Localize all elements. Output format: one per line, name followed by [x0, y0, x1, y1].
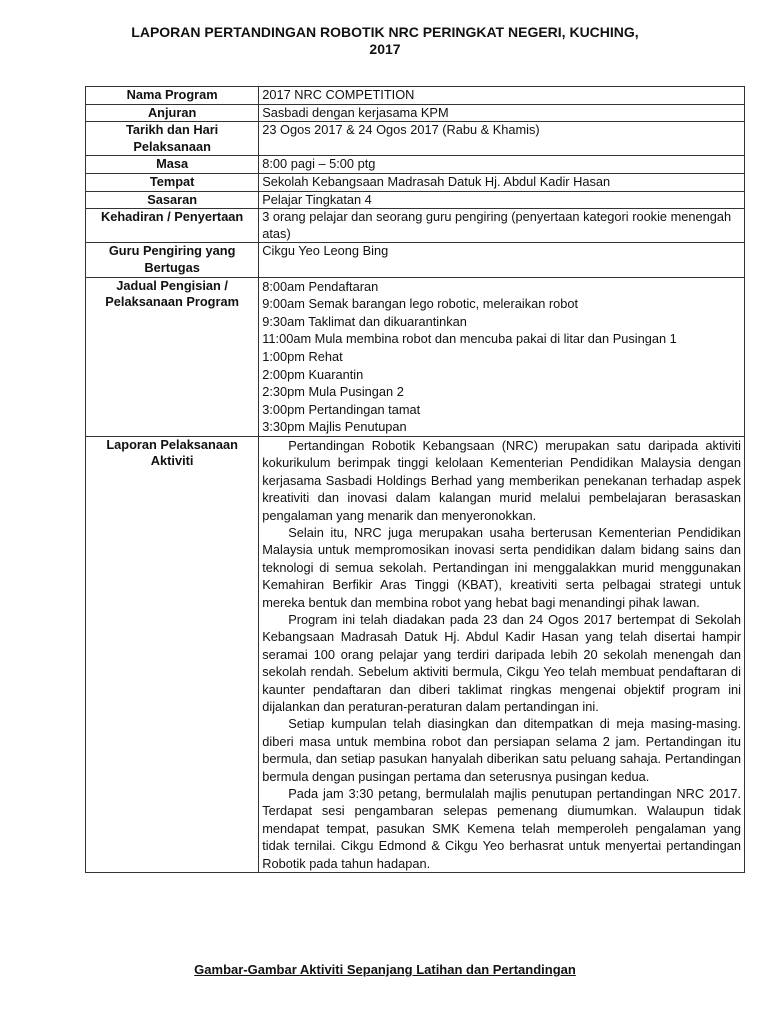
photos-heading: Gambar-Gambar Aktiviti Sepanjang Latihan dan Pertandingan	[194, 962, 576, 977]
row-label: Masa	[86, 156, 259, 174]
row-label: Nama Program	[86, 87, 259, 105]
document-title-line-1: LAPORAN PERTANDINGAN ROBOTIK NRC PERINGKAT NEGERI, KUCHING,	[131, 24, 639, 40]
document-title-line-2: 2017	[369, 41, 401, 57]
report-label: Laporan Pelaksanaan Aktiviti	[86, 436, 259, 872]
schedule-row	[86, 277, 745, 436]
row-label: Kehadiran / Penyertaan	[86, 209, 259, 243]
table-row	[86, 122, 745, 156]
row-value: Pelajar Tingkatan 4	[259, 191, 745, 209]
schedule-item: 9:30am Taklimat dan dikuarantinkan	[262, 313, 467, 329]
row-value: 2017 NRC COMPETITION	[259, 87, 745, 105]
schedule-item: 9:00am Semak barangan lego robotic, meleraikan robot	[262, 296, 579, 312]
report-table	[85, 86, 745, 873]
report-paragraph: Selain itu, NRC juga merupakan usaha berterusan Kementerian Pendidikan Malaysia untuk mempromosikan inovasi serta pendidikan dalam bidang sains dan teknologi di semua sekolah. Pertandingan ini menggalakkan murid menggunakan Kemahiran Berfikir Aras Tinggi (KBAT), kreativiti serta pelbagai strategi untuk mereka bentuk dan membina robot yang hebat bagi menandingi pihak lawan.	[262, 524, 741, 610]
report-paragraph: Pertandingan Robotik Kebangsaan (NRC) merupakan satu daripada aktiviti kokurikulum berimpak tinggi kelolaan Kementerian Pendidikan Malaysia dengan kerjasama Sasbadi Holdings Berhad yang memberikan penekanan terhadap aspek kreativiti dan inovasi dalam kalangan murid melalui pembelajaran berasaskan pengalaman yang menarik dan menyeronokkan.	[262, 437, 741, 523]
schedule-item: 2:30pm Mula Pusingan 2	[262, 384, 404, 400]
row-value: Cikgu Yeo Leong Bing	[259, 243, 745, 277]
schedule-list	[259, 277, 745, 436]
row-value: Sekolah Kebangsaan Madrasah Datuk Hj. Abdul Kadir Hasan	[259, 173, 745, 191]
report-paragraph: Pada jam 3:30 petang, bermulalah majlis penutupan pertandingan NRC 2017. Terdapat sesi pengambaran selepas pemenang diumumkan. Walaupun tidak mendapat tempat, pasukan SMK Kemena telah memperoleh pengalaman yang tidak ternilai. Cikgu Edmond & Cikgu Yeo berhasrat untuk menyertai pertandingan Robotik pada tahun hadapan.	[262, 786, 741, 871]
report-paragraph: Setiap kumpulan telah diasingkan dan ditempatkan di meja masing-masing. diberi masa untuk membina robot dan persiapan selama 2 jam. Pertandingan itu bermula, dan setiap pasukan hanyalah diberikan satu peluang sahaja. Pertandingan bermula dengan pusingan pertama dan seterusnya pusingan kedua.	[262, 716, 741, 784]
schedule-item: 3:30pm Majlis Penutupan	[262, 419, 407, 435]
row-value: 23 Ogos 2017 & 24 Ogos 2017 (Rabu & Khamis)	[259, 122, 745, 156]
schedule-item: 8:00am Pendaftaran	[262, 278, 379, 294]
schedule-item: 11:00am Mula membina robot dan mencuba pakai di litar dan Pusingan 1	[262, 331, 677, 347]
schedule-item: 2:00pm Kuarantin	[262, 366, 364, 382]
row-value: 3 orang pelajar dan seorang guru pengiring (penyertaan kategori rookie menengah atas)	[259, 209, 745, 243]
row-value: Sasbadi dengan kerjasama KPM	[259, 104, 745, 122]
schedule-item: 3:00pm Pertandingan tamat	[262, 401, 421, 417]
schedule-label: Jadual Pengisian / Pelaksanaan Program	[86, 277, 259, 436]
row-label: Anjuran	[86, 104, 259, 122]
report-row	[86, 436, 745, 872]
report-body	[259, 436, 745, 872]
row-label: Sasaran	[86, 191, 259, 209]
row-label: Guru Pengiring yang Bertugas	[86, 243, 259, 277]
table-row	[86, 191, 745, 209]
row-label: Tarikh dan Hari Pelaksanaan	[86, 122, 259, 156]
table-row	[86, 243, 745, 277]
table-row	[86, 156, 745, 174]
table-row	[86, 173, 745, 191]
schedule-item: 1:00pm Rehat	[262, 348, 343, 364]
report-paragraph: Program ini telah diadakan pada 23 dan 24 Ogos 2017 bertempat di Sekolah Kebangsaan Madrasah Datuk Hj. Abdul Kadir Hasan yang telah disertai hampir seramai 100 orang pelajar yang terdiri daripada lebih 20 sekolah menengah dan sekolah rendah. Sebelum aktiviti bermula, Cikgu Yeo telah membuat pendaftaran di kaunter pendaftaran dan diberi taklimat ringkas mengenai objektif program ini dijalankan dan peraturan-peraturan dalam pertandingan ini.	[262, 611, 741, 714]
table-row	[86, 209, 745, 243]
row-value: 8:00 pagi – 5:00 ptg	[259, 156, 745, 174]
table-row	[86, 104, 745, 122]
row-label: Tempat	[86, 173, 259, 191]
table-row	[86, 87, 745, 105]
document-title	[90, 24, 680, 58]
